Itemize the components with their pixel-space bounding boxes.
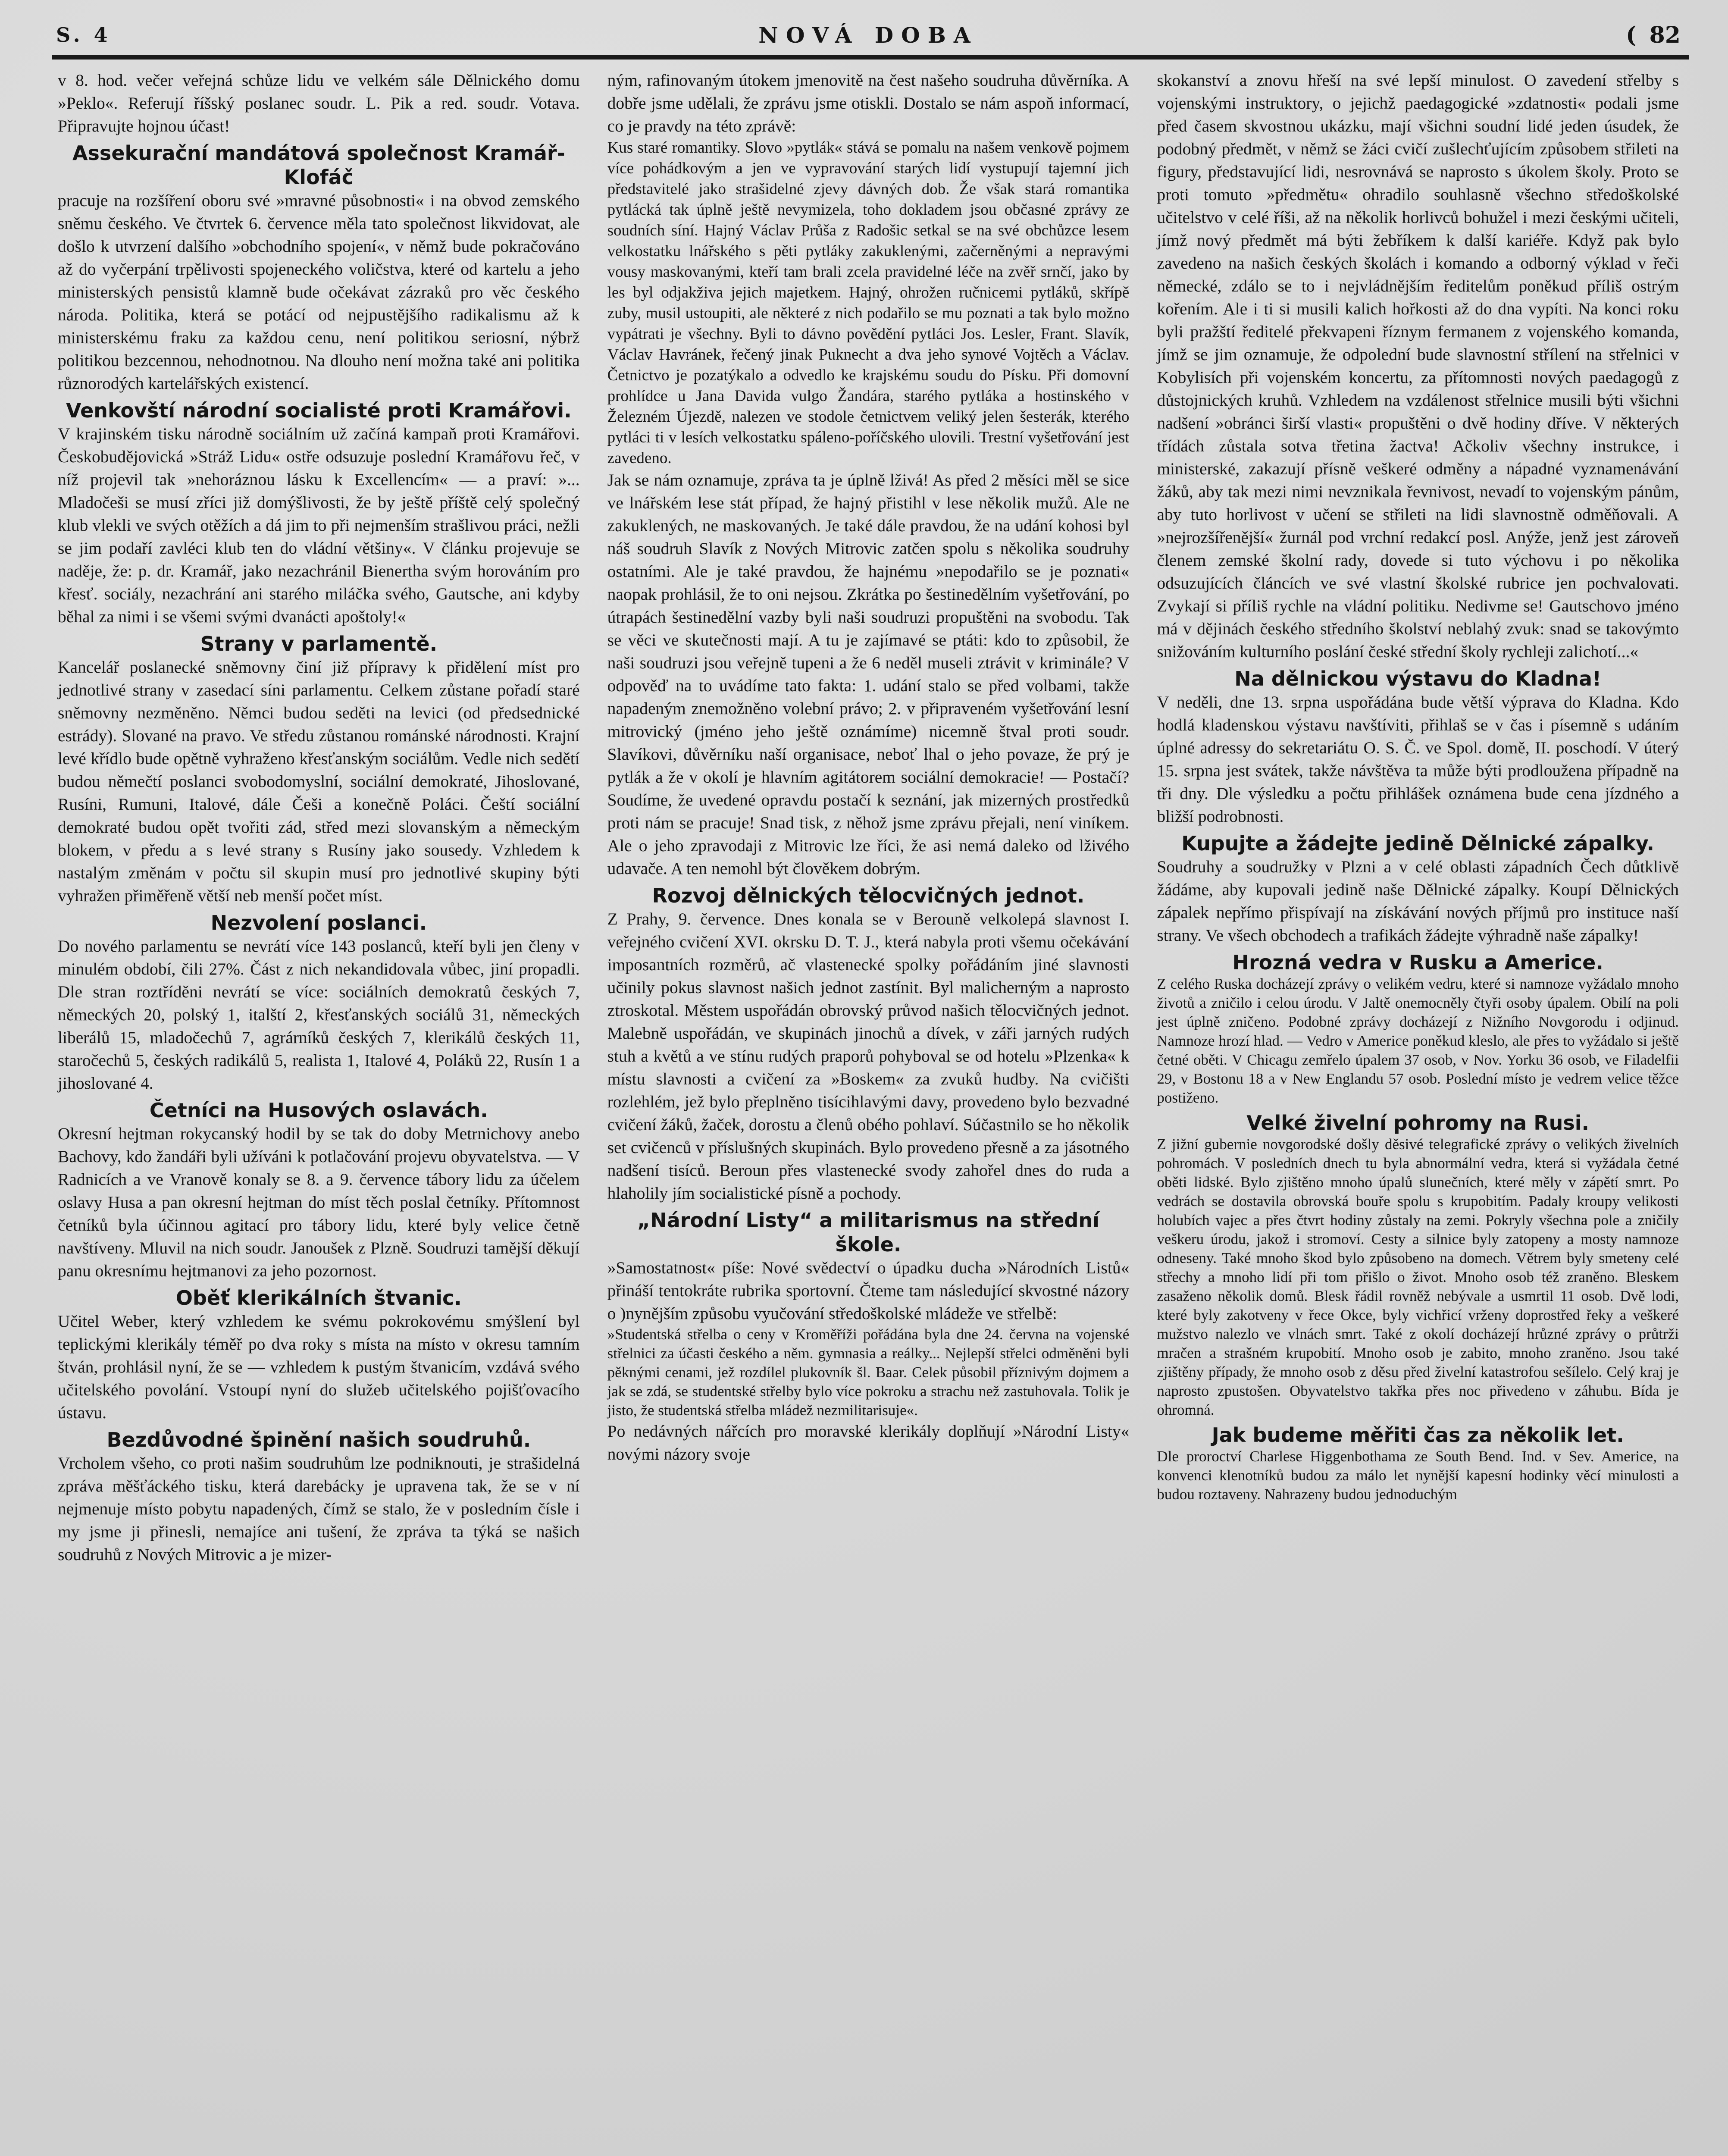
article-columns	[52, 69, 1685, 2156]
paragraph: »Samostatnost« píše: Nové svědectví o úpadku ducha »Národních Listů« přináší tentokráte rubrika sportovní. Čteme tam následující skvostné názory o )nynějším způsobu vyučování středoškolské mládeže ve střelbě:	[607, 1258, 1130, 1323]
headline: Strany v parlamentě.	[200, 632, 438, 655]
headline: Jak budeme měřiti čas za několik let.	[1211, 1423, 1624, 1447]
paragraph: Vrcholem všeho, co proti našim soudruhům lze podniknouti, je strašidelná zpráva měšťáckého tisku, která darebácky je upravena tak, že se v ní nejmenuje místo pobytu napadených, čímž se stalo, že v posledním čísle i my jsme ji přinesli, nemajíce ani tušení, že zpráva ta týká se našich soudruhů z Nových Mitrovic a je mizer-	[58, 1454, 580, 1564]
page-number: 82	[1649, 22, 1681, 48]
paragraph: Soudruhy a soudružky v Plzni a v celé oblasti západních Čech důtklivě žádáme, aby kupovali jedině naše Dělnické zápalky. Koupí Dělnických zápalek nepřímo přispívají na získávání nových příjmů pro instituce naší strany. Ve všech obchodech a trafikách žádejte výhradně naše zápalky!	[1157, 857, 1679, 945]
page-number-block	[1626, 22, 1681, 48]
header-rule	[52, 55, 1689, 60]
page-corner-mark: (	[1626, 22, 1637, 48]
quoted-paragraph: »Studentská střelba o ceny v Kroměříži pořádána byla dne 24. června na vojenské střelnici za účasti českého a něm. gymnasia a reálky... Nejlepší střelci odměněni byli pěknými cenami, jež rozdílel plukovník šl. Baar. Celek působil příznivým dojmem a jak se zdá, se studentské střelby bylo více pokroku a strachu než zastuhovala. Tolik je jisto, že studentská střelba mládež nezmilitarisuje«.	[607, 1326, 1130, 1419]
column-right	[1151, 69, 1685, 2156]
headline: „Národní Listy“ a militarismus na střední škole.	[637, 1209, 1099, 1256]
paragraph: Učitel Weber, který vzhledem ke svému pokrokovému smýšlení byl teplickými klerikály téměř po dva roky s místa na místo v okresu tamním štván, prohlásil nyní, že se — vzhledem k pustým štvanicím, vzdává svého učitelského povolání. Vstoupí nyní do služeb učitelského pojišťovacího ústavu.	[58, 1312, 580, 1422]
page-header	[56, 16, 1681, 54]
paragraph: Dle proroctví Charlese Higgenbothama ze South Bend. Ind. v Sev. Americe, na konvenci klenotníků budou za málo let nynější kapesní hodinky věcí minulosti a budou roztaveny. Nahrazeny budou jednoduchým	[1157, 1448, 1679, 1503]
page-marker-left: S. 4	[56, 23, 111, 47]
paragraph: V krajinském tisku národně sociálním už začíná kampaň proti Kramářovi. Českobudějovická »Stráž Lidu« ostře odsuzuje poslední Kramářovu řeč, v níž projevil tak »nehoráznou lásku k Excellencím« — a praví: »... Mladočeši se musí zříci již domýšlivosti, že by ještě příště celý společný klub vlekli ve svých otěžích a dá jim to při nejmenším strašlivou práci, nežli se jim podaří zavléci klub ten do vládní většiny«. V článku projevuje se naděje, že: p. dr. Kramář, jako nezachránil Bienertha svým horováním pro křesť. sociály, nezachrání ani starého miláčka svého, Gautsche, ani kdyby běhal za nimi i se všemi svými dvanácti apoštoly!«	[58, 424, 580, 626]
paragraph: Do nového parlamentu se nevrátí více 143 poslanců, kteří byli jen členy v minulém období, čili 27%. Část z nich nekandidovala vůbec, jiní propadli. Dle stran roztříděni nevrátí se více: sociálních demokratů českých 7, německých 20, polský 1, italští 2, křesťanských sociálů 31, německých liberálů 15, mladočechů 7, agrárníků českých 7, klerikálů českých 11, staročechů 5, českých radikálů 5, realista 1, Italové 4, Poláků 22, Rusín 1 a jihoslované 4.	[58, 937, 580, 1093]
paragraph: Z Prahy, 9. července. Dnes konala se v Berouně velkolepá slavnost I. veřejného cvičení XVI. okrsku D. T. J., která nabyla proti všemu očekávání imposantních rozměrů, ač vlastenecké spolky pořádáním jiné slavnosti učinily pokus slavnost našich jednot zastínit. Byl malicherným a naprosto ztroskotal. Městem uspořádán obrovský průvod našich tělocvičných jednot. Malebně uspořádán, ve skupinách jinochů a dívek, v záři jarných rudých stuh a květů a ve stínu rudých praporů pohyboval se od hotelu »Plzenka« k místu slavnosti a cvičení za »Boskem« za zvuků hudby. Na cvičišti rozlehlém, jež bylo přeplněno tisícihlavými davy, provedeno bylo bezvadné cvičení žáků, žaček, dorostu a členů obého pohlaví. Súčastnilo se ho několik set cvičenců v příslušných skupinách. Bylo provedeno přesně a za jásotného nadšení tisíců. Beroun přes vlastenecké svody zahořel dnes do ruda a hlaholily jím socialistické písně a pochody.	[607, 909, 1130, 1203]
paragraph: ným, rafinovaným útokem jmenovitě na čest našeho soudruha důvěrníka. A dobře jsme udělali, že zprávu jsme otiskli. Dostalo se nám aspoň informací, co je pravdy na této zprávě:	[607, 71, 1130, 135]
masthead-title: NOVÁ DOBA	[758, 22, 978, 48]
paragraph: Kus staré romantiky. Slovo »pytlák« stává se pomalu na našem venkově pojmem více pohádkovým a jen ve vypravování starých lidí vystupují tajemní jich představitelé jako strašidelné zjevy dávných dob. Že však stará romantika pytlácká tak úplně ještě nevymizela, toho dokladem jsou občasné zprávy ze soudních síní. Hajný Václav Průša z Radošic setkal se na své obchůzce lesem velkostatku lnářského s pěti pytláky zakuklenými, začerněnými a nepravými vousy maskovanými, kteří tam brali zcela pravidelné léče na zvěř srnčí, jako by les byl odjakživa jejich majetkem. Hajný, ohrožen ručnicemi pytláků, skřípě zuby, musil ustoupiti, ale některé z nich podařilo se mu poznati a tak bylo možno vypátrati je všechny. Byli to dávno povědění pytláci Jos. Lesler, Frant. Slavík, Václav Havránek, řečený jinak Puknecht a dva jeho synové Vojtěch a Václav. Četnictvo je pozatýkalo a odvedlo ke krajskému soudu do Písku. Při domovní prohlídce u Jana Davida vulgo Žandára, starého pytláka a hostinského v Železném Újezdě, nalezen ve stodole četnictvem veliký jelen šesterák, kterého pytláci ti v lesích velkostatku spáleno-poříčského ulovili. Trestní vyšetřování jest zavedeno.	[607, 139, 1130, 467]
headline: Assekurační mandátová společnost Kramář-Klofáč	[72, 141, 565, 189]
paragraph: Okresní hejtman rokycanský hodil by se tak do doby Metrnichovy anebo Bachovy, kdo žandáři byli užíváni k potlačování projevu obyvatelstva. — V Radnicích a ve Vranově konaly se 8. a 9. července tábory lidu za účelem oslavy Husa a pan okresní hejtman do míst těch poslal četníky. Přítomnost četníků byla účinnou agitací pro tábory lidu, které byly velice četně navštíveny. Mluvil na nich soudr. Janoušek z Plzně. Soudruzi tamější děkují panu okresnímu hejtmanovi za jeho pozornost.	[58, 1124, 580, 1280]
paragraph: pracuje na rozšíření oboru své »mravné působnosti« i na obvod zemského sněmu českého. Ve čtvrtek 6. července měla tato společnost likvidovat, ale došlo k utvrzení dalšího »obchodního spojení«, v němž bude pokračováno až do vyčerpání trpělivosti spojeneckého voličstva, které od kartelu a jeho ministerských pensistů klamně bude očekávat zázraků pro věc českého národa. Politika, která se potácí od nejpustějšího radikalismu až k ministerskému fraku za každou cenu, není politikou seriosní, nýbrž politikou bezcennou, nehodnotnou. Na dlouho není možna také ani politika různorodých kartelářských existencí.	[58, 191, 580, 393]
headline: Oběť klerikálních štvanic.	[175, 1286, 462, 1310]
paragraph: Jak se nám oznamuje, zpráva ta je úplně lživá! As před 2 měsíci měl se sice ve lnářském lese stát případ, že hajný přistihl v lese několik mužů. Ale ne zakuklených, ne maskovaných. Je také dále pravdou, že na udání kohosi byl náš soudruh Slavík z Nových Mitrovic zatčen spolu s několika soudruhy ostatními. Ale je také pravdou, že hajnému »nepodařilo se je poznati« naopak prohlásil, že to oni nejsou. Zkrátka po šestinedělním vyšetřování, po útrapách šestinedělní vazby byli naši soudruzi propuštěni na svobodu. Tak se věci ve skutečnosti mají. A tu je zajímavé se ptáti: kdo to způsobil, že naši soudruzi jsou veřejně tupeni a že 6 neděl museli ztrávit v kriminále? V odpověď na to uvádíme tato fakta: 1. udání stalo se před volbami, takže napadeným znemožněno volební právo; 2. v připraveném vyšetřování lesní mitrovický (jméno jeho ještě oznámíme) nicemně štval proti soudr. Slavíkovi, důvěrníku naší organisace, neboť lhal o jeho povaze, že prý je pytlák a že v okolí je hlavním agitátorem sociální demokracie! — Postačí? Soudíme, že uvedené opravdu postačí k seznání, jak mizerných prostředků proti nám se pracuje! Snad tisk, z něhož jsme zprávu přejali, není viníkem. Ale o jeho zpravodaji z Mitrovic lze říci, že asi nemá daleko od lživého udavače. A ten nemohl být člověkem dobrým.	[607, 470, 1130, 878]
paragraph: Kancelář poslanecké sněmovny činí již přípravy k přidělení míst pro jednotlivé strany v zasedací síni parlamentu. Celkem zůstane pořadí staré sněmovny nezměněno. Němci budou seděti na levici (od předsednické estrády). Slované na pravo. Ve středu zůstanou románské národnosti. Krajní levé křídlo bude opětně vyhraženo křesťanským sociálům. Vedle nich sedětí budou němečtí poslanci svobodomyslní, sociální demokraté, Jihoslované, Rusíni, Rumuni, Italové, dále Češi a konečně Poláci. Čeští sociální demokraté budou opět tvořiti zád, střed mezi slovanským a německým blokem, v předu a s levé strany s Rusíny jako sousedy. Vzhledem k nastalým změnám v počtu sil skupin musí pro jednotlivé skupiny býti vyhražen přiměřeně větší neb menší počet míst.	[58, 658, 580, 905]
headline: Rozvoj dělnických tělocvičných jednot.	[652, 884, 1085, 907]
headline: Četníci na Husových oslavách.	[149, 1099, 488, 1122]
headline: Velké živelní pohromy na Rusi.	[1246, 1111, 1590, 1134]
headline: Nezvolení poslanci.	[210, 911, 427, 934]
paragraph: V neděli, dne 13. srpna uspořádána bude větší výprava do Kladna. Kdo hodlá kladenskou výstavu navštíviti, přihlaš se v čas i písemně s udáním úplné adressy do sekretariátu O. S. Č. ve Spol. domě, II. poschodí. V úterý 15. srpna jest svátek, takže návštěva ta může býti prodloužena případně na tři dny. Dle výsledku a počtu přihlášek oznámena bude cena jízdného a bližší podrobnosti.	[1157, 693, 1679, 826]
paragraph: Z celého Ruska docházejí zprávy o velikém vedru, které si namnoze vyžádalo mnoho životů a zničilo i celou úrodu. V Jaltě onemocněly čtyři osoby úpalem. Obilí na poli jest úplně zničeno. Podobné zprávy docházejí z Nižního Novgorodu i odjinud. Namnoze hrozí hlad. — Vedro v Americe poněkud kleslo, ale přes to vyžádalo si ještě četné oběti. V Chicagu zemřelo úpalem 37 osob, v Nov. Yorku 36 osob, ve Filadelfii 29, v Bostonu 18 a v New Englandu 57 osob. Poslední místo je vedrem velice těžce postiženo.	[1157, 975, 1679, 1106]
headline: Na dělnickou výstavu do Kladna!	[1234, 667, 1602, 690]
column-middle	[601, 69, 1136, 2156]
headline: Bezdůvodné špinění našich soudruhů.	[106, 1428, 531, 1451]
paragraph: v 8. hod. večer veřejná schůze lidu ve velkém sále Dělnického domu »Peklo«. Referují říšský poslanec soudr. L. Pik a red. soudr. Votava. Připravujte hojnou účast!	[58, 71, 580, 135]
headline: Venkovští národní socialisté proti Kramářovi.	[66, 399, 572, 422]
paragraph: skokanství a znovu hřeší na své lepší minulost. O zavedení střelby s vojenskými instruktory, o jejichž paedagogické »zdatnosti« podali jsme před časem skvostnou ukázku, mají všichni soudní lidé jeden úsudek, že podobný předmět, v němž se žáci cvičí zušlechťujícím způsobem střileti na figury, představující lidi, nesrovnává se naprosto s úkolem školy. Proto se proti tomuto »předmětu« ohradilo souhlasně všechno středoškolské učitelstvo v celé říši, až na několik horlivců bohužel i mezi českými učiteli, jímž nový předmět má býti žebříkem k další kariéře. Když pak bylo zavedeno na našich českých školách i komando a odborný výklad v řeči německé, zdálo se to i nejvládnějším ředitelům poněkud příliš ostrým kořením. Ale i ti si musili kalich hořkosti až do dna vypíti. Na konci roku byli pražští ředitelé překvapeni říznym fermanem z vojenského komanda, jímž se jim oznamuje, že odpolední bude slavnostní střílení na střelnici v Kobylisích při vojenském koncertu, za přítomnosti nových paedagogů z důstojnických kruhů. Vzhledem na vzdálenost střelnice musili býti všichni nadšení »obránci širší vlasti« propuštěni o dvě hodiny dříve. V některých třídách zůstala sotva třetina žactva! Ačkoliv všechny instrukce, i ministerské, zakazují přísně veškeré odměny a nápadné vyznamenávání žáků, aby tak mezi nimi nevznikala řevnivost, nevadí to vojenským pánům, aby tuto horlivost v učení se střileti na lidi slavnostně odměňovali. A »nejrozšířenější« žurnál pod vrchní redakcí posl. Anýže, jenž jest zároveň členem zemské školní rady, dovede si tuto výchovu i po několika odsuzujících článcích ve své vlastní školské rubrice jen pochvalovati. Zvykají si příliš rychle na vládní politiku. Nedivme se! Gautschovo jméno má v dějinách českého středního školství neblahý zvuk: snad se takovýmto snižováním kulturního poslání české střední školy rychleji zalichotí...«	[1157, 71, 1679, 661]
column-left	[52, 69, 586, 2156]
headline: Kupujte a žádejte jedině Dělnické zápalky.	[1181, 832, 1654, 855]
paragraph: Po nedávných nářcích pro moravské klerikály doplňují »Národní Listy« novými názory svoje	[607, 1422, 1130, 1463]
headline: Hrozná vedra v Rusku a Americe.	[1232, 951, 1603, 974]
paragraph: Z jižní gubernie novgorodské došly děsivé telegrafické zprávy o velikých živelních pohromách. V posledních dnech tu byla abnormální vedra, která si vyžádala četné oběti lidské. Bylo zjištěno mnoho úpalů slunečních, které měly v zápětí smrt. Po vedrách se dostavila obrovská bouře spolu s krupobitím. Padaly kroupy velikosti holubích vajec a přes čtvrt hodiny zůstaly na zemi. Pokryly všechna pole a zničily veškeru úrodu, jakož i stromoví. Cesty a silnice byly zatopeny a mosty namnoze odneseny. Také mnoho škod bylo způsobeno na domech. Větrem byly smeteny celé střechy a mnoho lidí při tom přišlo o život. Mnoho osob též zraněno. Bleskem zasaženo několik domů. Blesk řádil rovněž nebývale a usmrtil 11 osob. Dvě lodi, které byly zakotveny v řece Okce, byly vichřicí vrženy doprostřed řeky a veškeré mužstvo nalezlo ve vlnách smrt. Také z okolí docházejí hrůzné zprávy o průtrži mračen a strašném krupobití. Mnoho osob je zabito, mnoho zraněno. Jsou také zjištěny případy, že mnoho osob z děsu před živelní katastrofou sešílelo. Celý kraj je naprosto zpustošen. Obyvatelstvo takřka přes noc přivedeno v záhubu. Bída je ohromná.	[1157, 1136, 1679, 1418]
